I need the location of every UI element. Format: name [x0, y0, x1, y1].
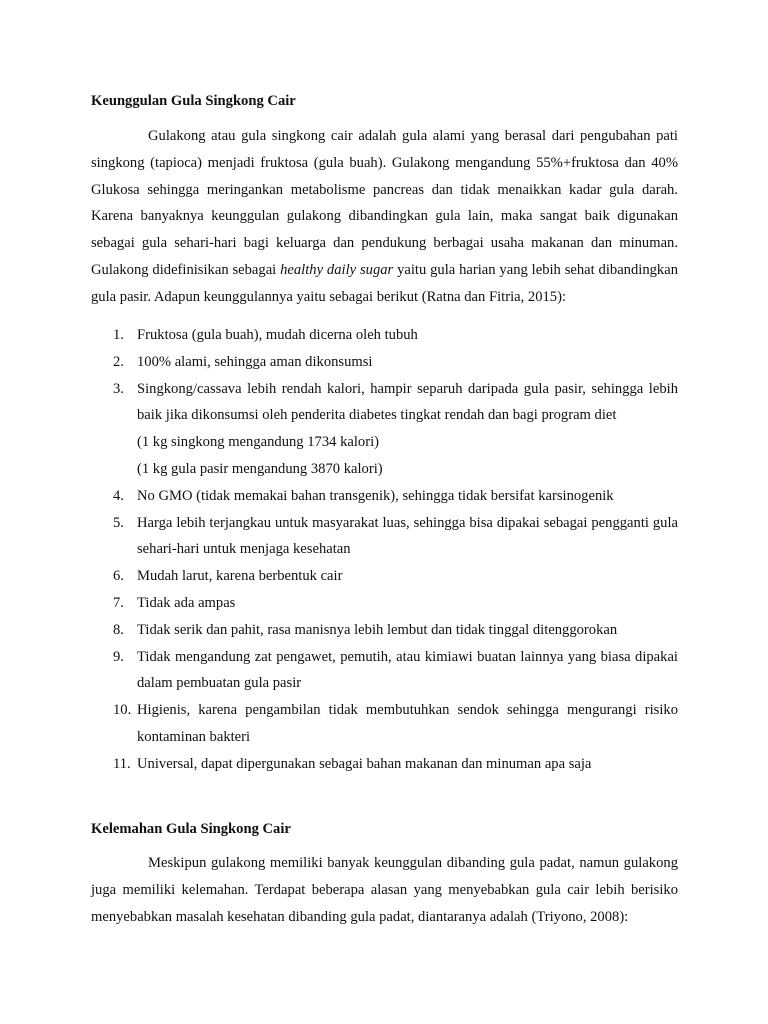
list-item-text: 100% alami, sehingga aman dikonsumsi [137, 353, 373, 370]
section-heading-keunggulan: Keunggulan Gula Singkong Cair [91, 93, 296, 109]
list-item [91, 590, 678, 617]
list-item-number: 4. [113, 487, 124, 504]
list-item-number: 7. [113, 594, 124, 611]
list-item [91, 697, 678, 751]
list-item-content [137, 376, 678, 483]
list-item-text: Tidak ada ampas [137, 594, 236, 611]
list-item-text: Tidak serik dan pahit, rasa manisnya lebih lembut dan tidak tinggal ditenggorokan [137, 621, 618, 638]
list-item-number: 5. [113, 514, 124, 531]
list-item-text: Mudah larut, karena berbentuk cair [137, 568, 343, 585]
paragraph-keunggulan-intro [91, 123, 678, 311]
list-item [91, 322, 678, 349]
list-item [91, 483, 678, 510]
list-item-text: Fruktosa (gula buah), mudah dicerna oleh tubuh [137, 327, 418, 343]
list-item-text: Higienis, karena pengambilan tidak membutuhkan sendok sehingga mengurangi risiko kontaminan bakteri [137, 702, 678, 745]
list-item-text: Tidak mengandung zat pengawet, pemutih, atau kimiawi buatan lainnya yang biasa dipakai dalam pembuatan gula pasir [137, 648, 678, 692]
list-item [91, 510, 678, 564]
list-item-number: 3. [113, 380, 124, 397]
list-item-text: Singkong/cassava lebih rendah kalori, hampir separuh daripada gula pasir, sehingga lebih baik jika dikonsumsi oleh penderita diabetes tingkat rendah dan bagi program diet [137, 380, 678, 424]
list-item [91, 563, 678, 590]
list-item [91, 751, 678, 778]
list-item [91, 376, 678, 483]
italic-term: healthy daily sugar [280, 261, 394, 278]
list-item-number: 1. [113, 327, 124, 343]
list-item-text: No GMO (tidak memakai bahan transgenik), sehingga tidak bersifat karsinogenik [137, 487, 614, 504]
list-item-number: 2. [113, 353, 124, 370]
list-item [91, 617, 678, 644]
list-item-number: 6. [113, 568, 124, 585]
list-item-text: Universal, dapat dipergunakan sebagai bahan makanan dan minuman apa saja [137, 755, 592, 772]
list-item-number: 9. [113, 648, 124, 665]
list-item [91, 644, 678, 698]
list-item-subnote: (1 kg singkong mengandung 1734 kalori) [137, 434, 379, 451]
paragraph-text-part: yaitu gula harian yang lebih sehat dibandingkan gula pasir. Adapun keunggulannya yaitu sebagai berikut (Ratna dan Fitria, 2015): [91, 261, 678, 305]
list-item-number: 10. [113, 702, 132, 719]
list-item-text: Harga lebih terjangkau untuk masyarakat luas, sehingga bisa dipakai sebagai pengganti gula sehari-hari untuk menjaga kesehatan [137, 514, 678, 558]
list-item-number: 8. [113, 621, 124, 638]
paragraph-kelemahan-intro: Meskipun gulakong memiliki banyak keunggulan dibanding gula padat, namun gulakong juga memiliki kelemahan. Terdapat beberapa alasan yang menyebabkan gula cair lebih berisiko menyebabkan masalah kesehatan dibanding gula padat, diantaranya adalah (Triyono, 2008): [91, 855, 678, 925]
section-heading-kelemahan: Kelemahan Gula Singkong Cair [91, 821, 291, 837]
list-item-subnote: (1 kg gula pasir mengandung 3870 kalori) [137, 460, 383, 477]
keunggulan-list [91, 322, 678, 778]
list-item-number: 11. [113, 755, 131, 772]
paragraph-text-part: Gulakong atau gula singkong cair adalah gula alami yang berasal dari pengubahan pati singkong (tapioca) menjadi fruktosa (gula buah). Gulakong mengandung 55%+fruktosa dan 40% Glukosa sehingga meringankan metabolisme pancreas dan tidak menaikkan kadar gula darah. Karena banyaknya keunggulan gulakong dibandingkan gula lain, maka sangat baik digunakan sebagai gula sehari-hari bagi keluarga dan pendukung berbagai usaha makanan dan minuman. Gulakong didefinisikan sebagai [91, 128, 678, 278]
list-item [91, 349, 678, 376]
